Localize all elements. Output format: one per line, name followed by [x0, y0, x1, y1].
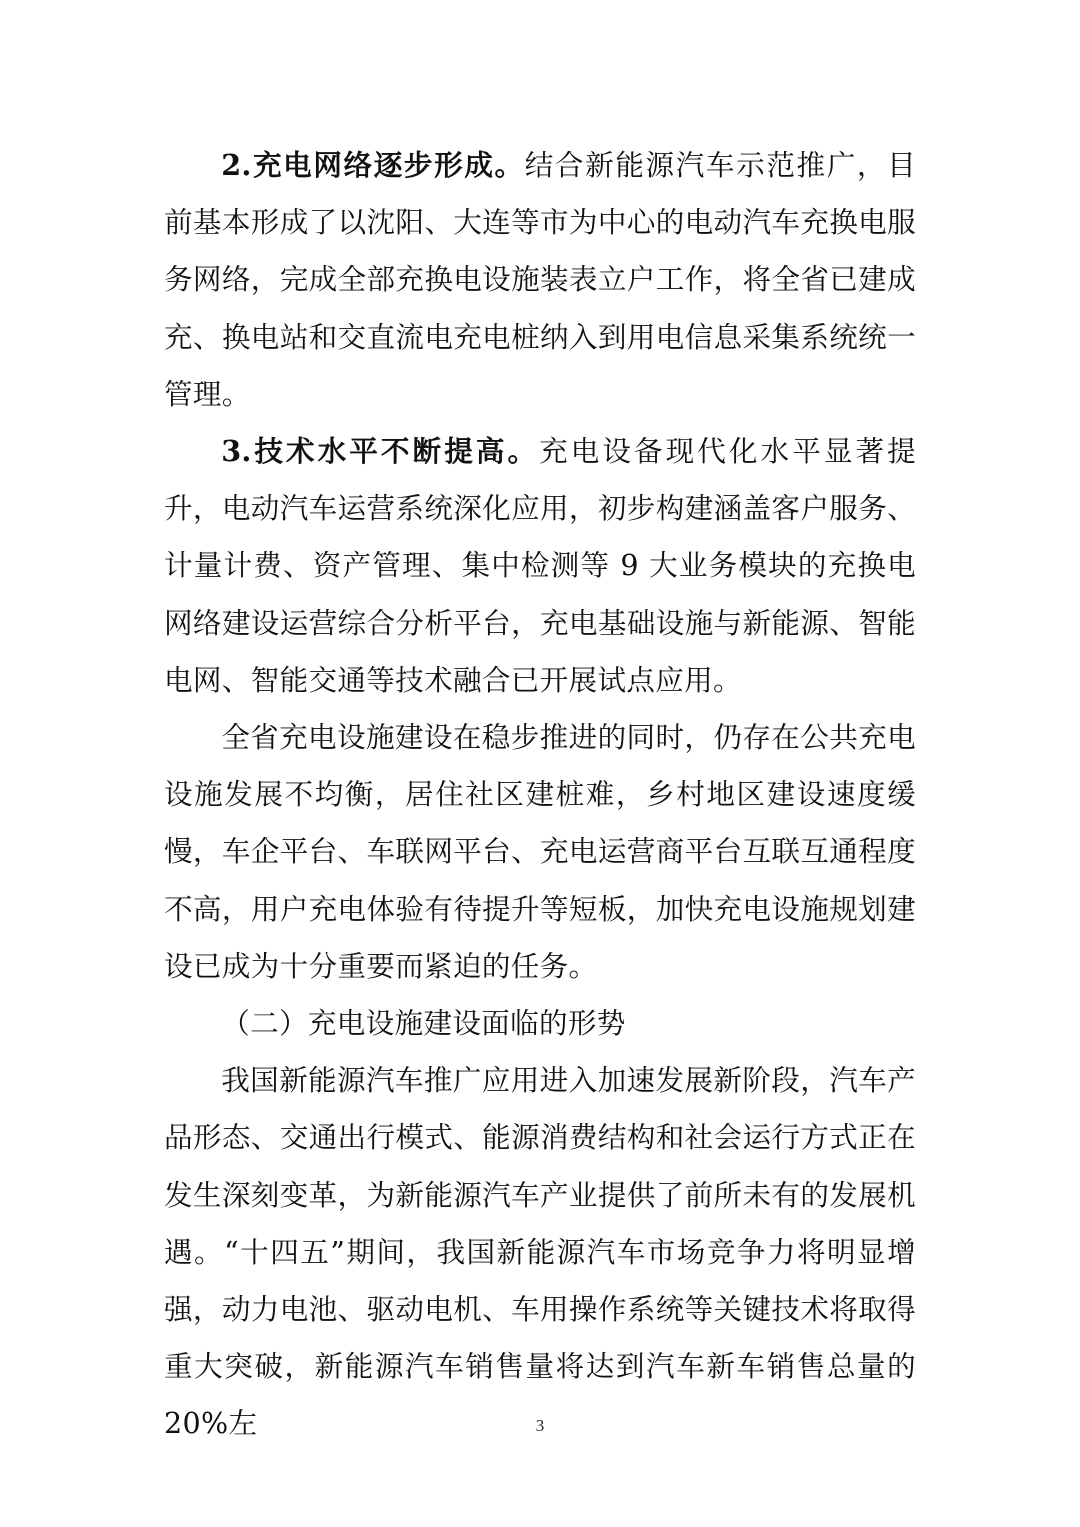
paragraph-shortcomings	[164, 709, 916, 995]
paragraph-lead: 3.技术水平不断提高。	[221, 434, 540, 469]
section-heading	[164, 995, 916, 1052]
document-body	[164, 137, 916, 1453]
paragraph-lead: 2.充电网络逐步形成。	[221, 148, 525, 182]
paragraph-text: 结合新能源汽车示范推广，目前基本形成了以沈阳、大连等市为中心的电动汽车充换电服务网络，完成全部充换电设施装表立户工作，将全省已建成充、换电站和交直流电充电桩纳入到用电信息采集系统统一管理。	[164, 148, 917, 411]
paragraph-technology-level	[164, 423, 916, 709]
section-heading-text: （二）充电设施建设面临的形势	[221, 1006, 626, 1041]
paragraph-text: 充电设备现代化水平显著提升，电动汽车运营系统深化应用，初步构建涵盖客户服务、计量计费、资产管理、集中检测等 9 大业务模块的充换电网络建设运营综合分析平台，充电基础设施与新能源、智能电网、智能交通等技术融合已开展试点应用。	[164, 434, 916, 697]
paragraph-text: 全省充电设施建设在稳步推进的同时，仍存在公共充电设施发展不均衡，居住社区建桩难，乡村地区建设速度缓慢，车企平台、车联网平台、充电运营商平台互联互通程度不高，用户充电体验有待提升等短板，加快充电设施规划建设已成为十分重要而紧迫的任务。	[164, 720, 916, 983]
paragraph-situation	[164, 1052, 916, 1452]
paragraph-text: 我国新能源汽车推广应用进入加速发展新阶段，汽车产品形态、交通出行模式、能源消费结构和社会运行方式正在发生深刻变革，为新能源汽车产业提供了前所未有的发展机遇。“十四五”期间，我国新能源汽车市场竞争力将明显增强，动力电池、驱动电机、车用操作系统等关键技术将取得重大突破，新能源汽车销售量将达到汽车新车销售总量的 20%左	[164, 1063, 916, 1441]
paragraph-charging-network	[164, 137, 916, 423]
page-number: 3	[535, 1416, 545, 1435]
